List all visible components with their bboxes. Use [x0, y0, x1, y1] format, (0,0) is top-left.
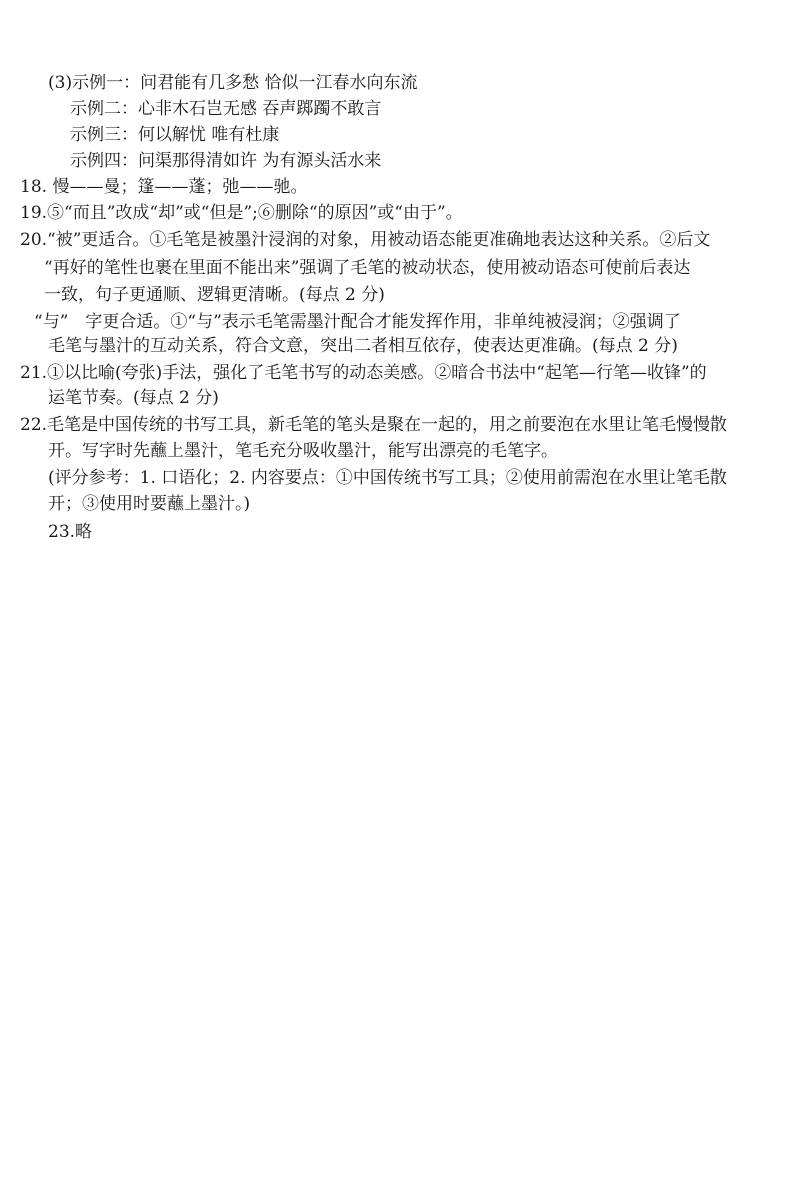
- q20-answer-line-1: 20.“被”更适合。①毛笔是被墨汁浸润的对象，用被动语态能更准确地表达这种关系。②后文: [20, 230, 711, 250]
- q18-answer: 18. 慢——曼；篷——蓬；弛——驰。: [20, 177, 308, 197]
- q22-answer-line-2: 开。写字时先蘸上墨汁，笔毛充分吸收墨汁，能写出漂亮的毛笔字。: [48, 441, 558, 461]
- q17-3-example-1: (3)示例一：问君能有几多愁 恰似一江春水向东流: [48, 73, 418, 93]
- q19-answer: 19.⑤“而且”改成“却”或“但是”;⑥删除“的原因”或“由于”。: [20, 203, 463, 223]
- q20-answer-line-2: “再好的笔性也裹在里面不能出来”强调了毛笔的被动状态，使用被动语态可使前后表达: [44, 258, 691, 278]
- q20-answer-line-3: 一致，句子更通顺、逻辑更清晰。(每点 2 分): [44, 285, 385, 305]
- q22-grading-note-line-1: (评分参考：1. 口语化；2. 内容要点：①中国传统书写工具；②使用前需泡在水里让笔毛散: [48, 468, 727, 488]
- q21-answer-line-2: 运笔节奏。(每点 2 分): [48, 388, 219, 408]
- q17-3-example-3: 示例三：何以解忧 唯有杜康: [70, 125, 280, 145]
- q21-answer-line-1: 21.①以比喻(夸张)手法，强化了毛笔书写的动态美感。②暗合书法中“起笔—行笔—收锋”的: [20, 363, 707, 383]
- q22-grading-note-line-2: 开；③使用时要蘸上墨汁。): [48, 494, 251, 514]
- q23-answer: 23.略: [48, 522, 93, 542]
- q20-answer-line-4: “与” 字更合适。①“与”表示毛笔需墨汁配合才能发挥作用，非单纯被浸润；②强调了: [34, 312, 681, 332]
- q17-3-example-4: 示例四：问渠那得清如许 为有源头活水来: [70, 151, 382, 171]
- q17-3-example-2: 示例二：心非木石岂无感 吞声踯躅不敢言: [70, 99, 382, 119]
- q20-answer-line-5: 毛笔与墨汁的互动关系，符合文意，突出二者相互依存，使表达更准确。(每点 2 分): [48, 336, 678, 356]
- q22-answer-line-1: 22.毛笔是中国传统的书写工具，新毛笔的笔头是聚在一起的，用之前要泡在水里让笔毛慢慢散: [20, 415, 728, 435]
